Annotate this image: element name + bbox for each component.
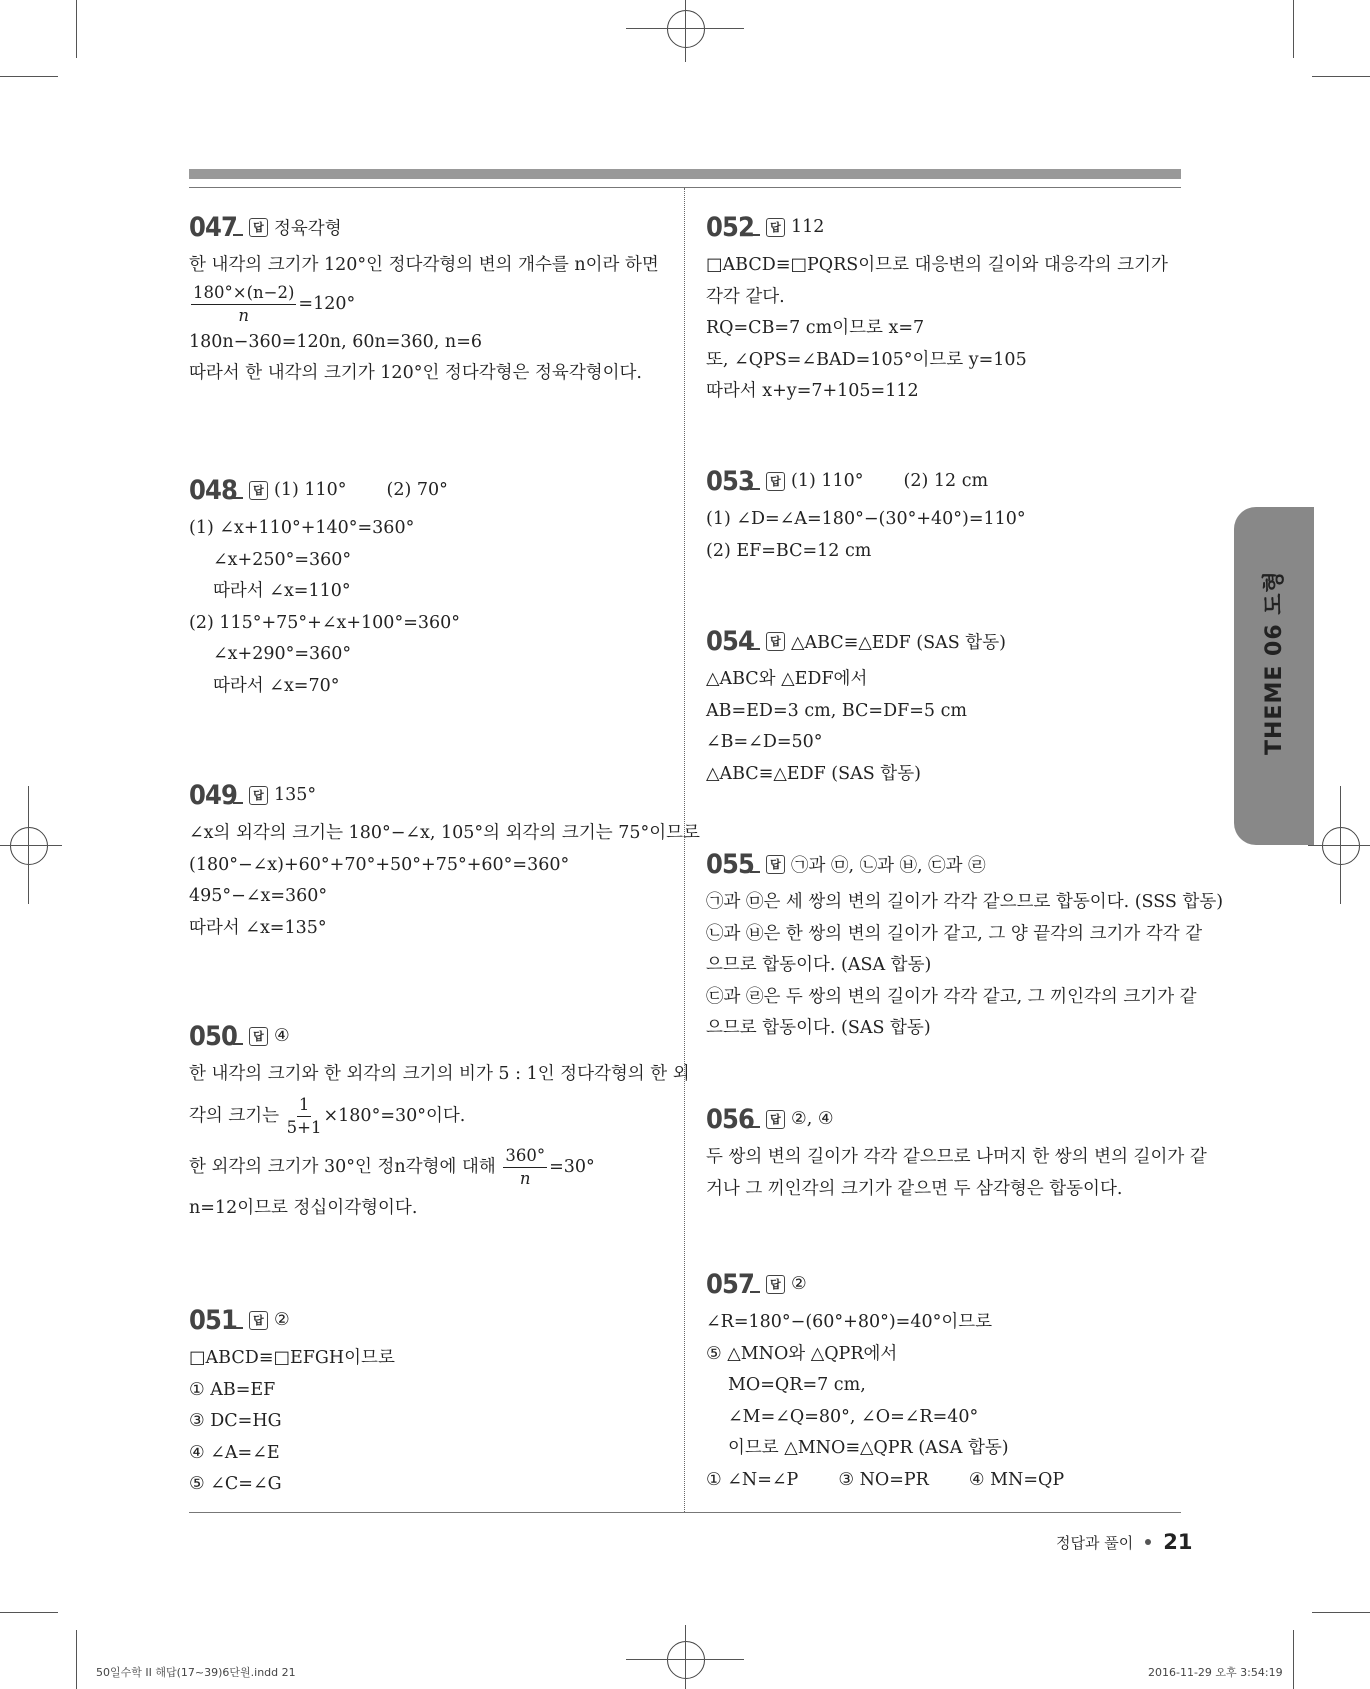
problem-055 [706,847,1224,1045]
answer-badge: 답 [766,1110,785,1129]
solution-line: ④ ∠A=∠E [189,1442,280,1463]
page-number: 21 [1163,1530,1193,1554]
slug-datetime: 2016-11-29 오후 3:54:19 [1148,1666,1283,1679]
answer: ④ [274,1026,290,1046]
answer: ②, ④ [791,1109,834,1129]
solution-line: 한 내각의 크기가 120°인 정다각형의 변의 개수를 n이라 하면 [189,255,659,275]
solution-line: ③ DC=HG [189,1411,282,1431]
solution-line [706,1465,1186,1497]
solution-line: 각각 같다. [706,286,785,307]
problem-054 [706,624,1186,790]
problem-number: 055 [706,848,755,880]
solution-text: ④ MN=QP [968,1469,1065,1490]
problem-number: 056 [706,1103,755,1135]
answer-badge: 답 [766,855,785,874]
answer: ② [791,1274,807,1294]
problem-048 [189,473,669,702]
header-rule [189,187,1181,188]
problem-number: 047 [189,211,238,243]
solution-line: 495°−∠x=360° [189,886,328,906]
solution-line: 이므로 △MNO≡△QPR (ASA 합동) [728,1438,1009,1458]
solution-line: ㉠과 ㉤은 세 쌍의 변의 길이가 각각 같으므로 합동이다. (SSS 합동) [706,892,1224,912]
solution-text: =30° [549,1156,595,1177]
solution-text: ×180°=30°이다. [323,1105,466,1126]
fraction-rhs: =120° [298,293,356,314]
registration-cross [1308,845,1370,846]
page-footer [1056,1530,1192,1554]
problem-047 [189,210,669,390]
solution-line: 180n−360=120n, 60n=360, n=6 [189,331,482,352]
registration-cross [0,845,62,846]
answer-badge: 답 [766,218,785,237]
solution-line: 한 내각의 크기와 한 외각의 크기의 비가 5 : 1인 정다각형의 한 외 [189,1064,690,1084]
answer: △ABC≡△EDF (SAS 합동) [791,632,1006,653]
solution-line: (1) ∠x+110°+140°=360° [189,518,415,538]
solution-line: 거나 그 끼인각의 크기가 같으면 두 삼각형은 합동이다. [706,1178,1123,1199]
answer-badge: 답 [249,1027,268,1046]
answer: ② [274,1310,290,1330]
fraction-denominator: n [238,305,250,325]
problem-057 [706,1267,1186,1496]
answer-badge: 답 [249,786,268,805]
answer-badge: 답 [766,632,785,651]
problem-number: 057 [706,1268,755,1300]
crop-mark [76,1630,77,1689]
crop-mark [1312,76,1370,77]
solution-line: (180°−∠x)+60°+70°+50°+75°+60°=360° [189,854,570,875]
solution-line: (2) 115°+75°+∠x+100°=360° [189,612,461,633]
solution-line: ① AB=EF [189,1379,276,1400]
solution-line: □ABCD≡□PQRS이므로 대응변의 길이와 대응각의 크기가 [706,255,1168,275]
solution-line: (2) EF=BC=12 cm [706,540,872,561]
registration-mark [667,1641,705,1679]
solution-line: ㉢과 ㉣은 두 쌍의 변의 길이가 각각 같고, 그 끼인각의 크기가 같 [706,986,1197,1007]
column-divider [684,188,685,1512]
answer: 112 [791,217,825,237]
registration-cross [685,0,686,62]
solution-fraction-line [189,282,669,327]
solution-line: △ABC와 △EDF에서 [706,669,868,689]
crop-mark [0,1612,58,1613]
crop-mark [1312,1612,1370,1613]
solution-line: ∠x+250°=360° [213,549,352,570]
crop-mark [76,0,77,58]
solution-text: ① ∠N=∠P [706,1469,799,1490]
solution-text: ③ NO=PR [838,1469,929,1490]
answer-badge: 답 [766,1275,785,1294]
solution-line: ∠M=∠Q=80°, ∠O=∠R=40° [728,1406,979,1427]
slug-file: 50일수학 II 해답(17~39)6단원.indd 21 [96,1666,296,1679]
fraction-denominator: 5+1 [286,1117,322,1137]
problem-number: 053 [706,465,755,497]
solution-line: 두 쌍의 변의 길이가 각각 같으므로 나머지 한 쌍의 변의 길이가 같 [706,1147,1207,1167]
registration-cross [1340,786,1341,904]
solution-text: 각의 크기는 [189,1105,280,1126]
problem-number: 054 [706,625,755,657]
crop-mark [1293,1630,1294,1689]
solution-line: ㉡과 ㉥은 한 쌍의 변의 길이가 같고, 그 양 끝각의 크기가 각각 같 [706,923,1203,944]
problem-050 [189,1019,690,1224]
solution-line: ∠x의 외각의 크기는 180°−∠x, 105°의 외각의 크기는 75°이므로 [189,823,700,843]
fraction-numerator: 180°×(n−2) [191,282,296,305]
registration-cross [685,1625,686,1689]
footer-section: 정답과 풀이 [1056,1533,1134,1552]
problem-049 [189,778,700,944]
theme-tab-label: THEME 06 도형 [1262,570,1287,755]
answer-badge: 답 [766,472,785,491]
crop-mark [0,76,58,77]
solution-line: 또, ∠QPS=∠BAD=105°이므로 y=105 [706,349,1027,370]
solution-line: RQ=CB=7 cm이므로 x=7 [706,318,925,338]
solution-line: ∠x+290°=360° [213,644,352,664]
solution-fraction-line [189,1091,669,1141]
answer-part-2: (2) 12 cm [903,471,989,491]
solution-line: ∠R=180°−(60°+80°)=40°이므로 [706,1312,993,1332]
problem-052 [706,210,1186,408]
answer-badge: 답 [249,481,268,500]
crop-mark [1293,0,1294,58]
registration-mark [1322,827,1360,865]
solution-line: △ABC≡△EDF (SAS 합동) [706,763,921,784]
solution-fraction-line [189,1141,669,1193]
solution-line: n=12이므로 정십이각형이다. [189,1197,418,1218]
fraction-denominator: n [519,1168,531,1188]
answer-badge: 답 [249,218,268,237]
solution-line: ⑤ △MNO와 △QPR에서 [706,1343,898,1364]
solution-text: 한 외각의 크기가 30°인 정n각형에 대해 [189,1156,496,1177]
solution-line: MO=QR=7 cm, [728,1375,866,1395]
footer-rule [189,1512,1181,1513]
answer: (1) 110° [274,480,347,500]
solution-line: AB=ED=3 cm, BC=DF=5 cm [706,700,968,721]
solution-line: ∠B=∠D=50° [706,732,823,752]
fraction-numerator: 1 [297,1094,312,1117]
problem-051 [189,1303,669,1501]
solution-line: 으므로 합동이다. (ASA 합동) [706,955,932,975]
answer-part-2: (2) 70° [386,480,448,500]
problem-053 [706,464,1186,567]
problem-number: 048 [189,474,238,506]
answer: 135° [274,785,317,805]
header-bar [189,169,1181,179]
problem-number: 049 [189,779,238,811]
problem-number: 050 [189,1020,238,1052]
answer: ㉠과 ㉤, ㉡과 ㉥, ㉢과 ㉣ [791,855,986,876]
solution-line: ⑤ ∠C=∠G [189,1474,282,1494]
problem-056 [706,1102,1207,1205]
solution-line: 따라서 한 내각의 크기가 120°인 정다각형은 정육각형이다. [189,363,642,383]
fraction-numerator: 360° [503,1145,547,1168]
solution-line: 으므로 합동이다. (SAS 합동) [706,1018,931,1038]
solution-line: 따라서 ∠x=135° [189,917,327,938]
bullet-icon [1145,1539,1151,1545]
problem-number: 052 [706,211,755,243]
answer-badge: 답 [249,1311,268,1330]
registration-cross [28,786,29,904]
registration-mark [10,827,48,865]
answer: 정육각형 [274,218,342,239]
problem-number: 051 [189,1304,238,1336]
solution-line: 따라서 ∠x=70° [213,675,340,696]
solution-line: 따라서 x+y=7+105=112 [706,381,919,401]
registration-mark [667,10,705,48]
solution-line: (1) ∠D=∠A=180°−(30°+40°)=110° [706,509,1026,529]
solution-line: 따라서 ∠x=110° [213,581,351,601]
answer: (1) 110° [791,471,864,491]
solution-line: □ABCD≡□EFGH이므로 [189,1348,395,1368]
